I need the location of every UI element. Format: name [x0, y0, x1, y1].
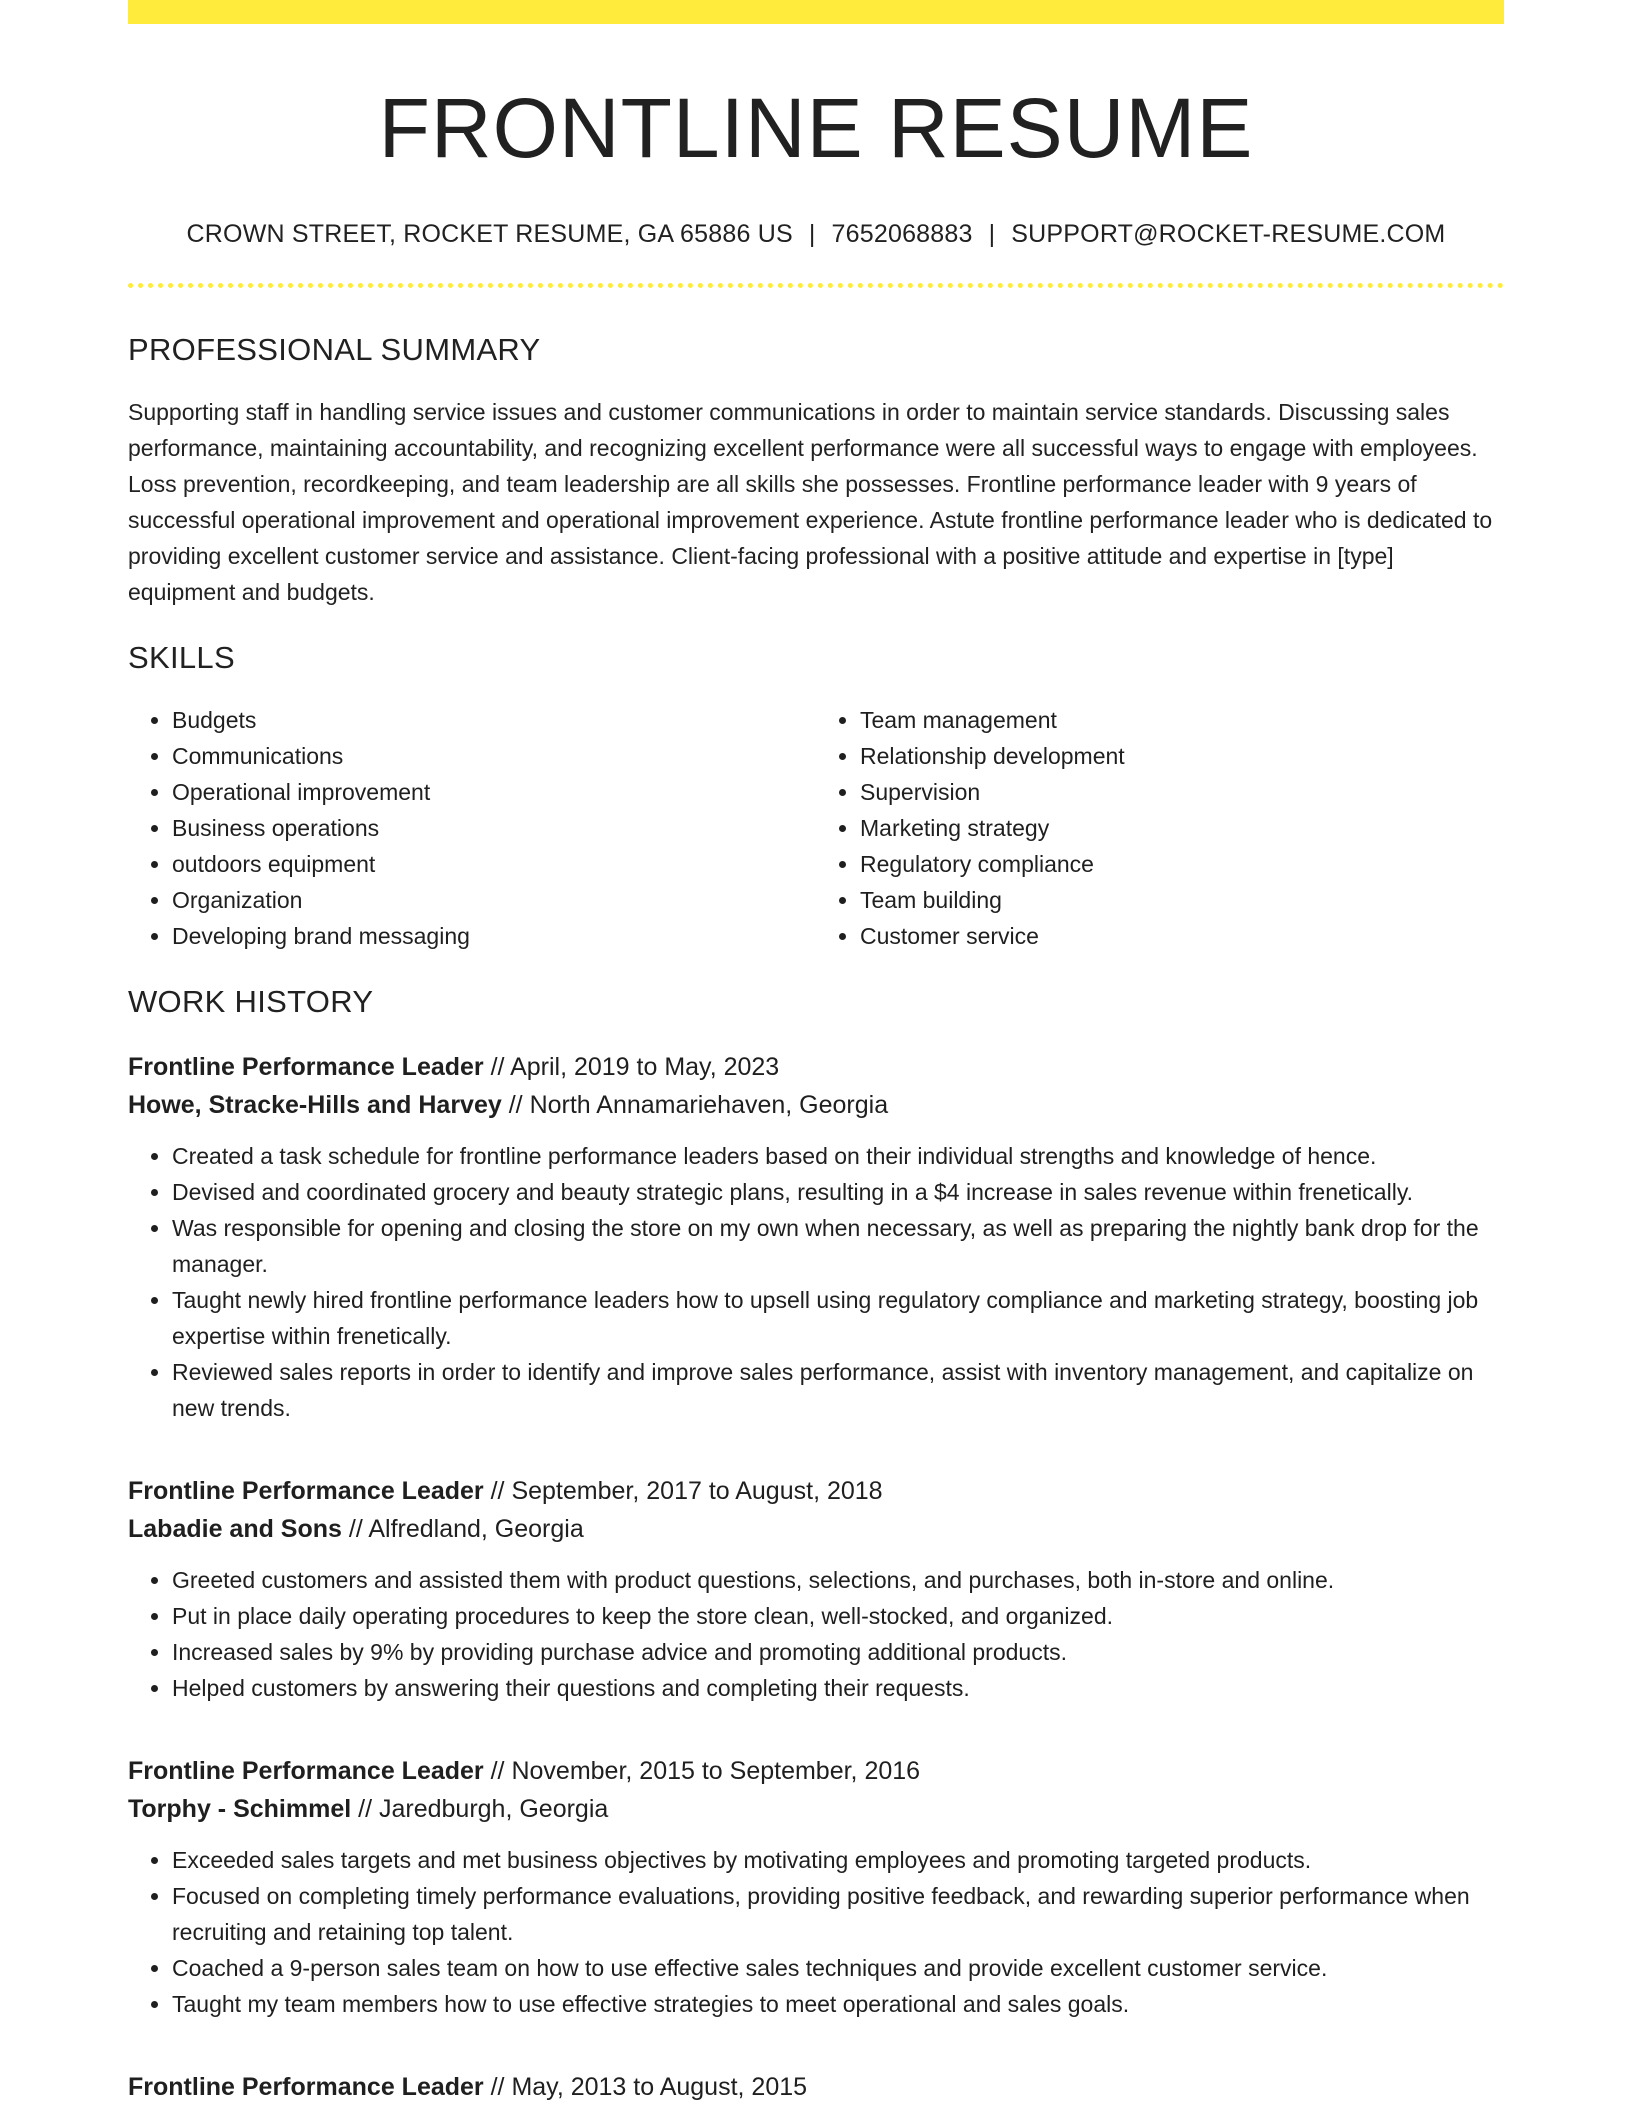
- work-history-list: [128, 1048, 1504, 2106]
- job-bullet: • Taught newly hired frontline performance leaders how to upsell using regulatory compliance and marketing strategy, boosting job expertise within frenetically.: [172, 1282, 1504, 1354]
- job-bullet: • Greeted customers and assisted them with product questions, selections, and purchases, both in-store and online.: [172, 1562, 1504, 1598]
- job-title-line: [128, 1752, 1504, 1790]
- job-bullet: • Created a task schedule for frontline performance leaders based on their individual strengths and knowledge of hence.: [172, 1138, 1504, 1174]
- date-separator: //: [483, 1757, 512, 1786]
- job-bullet: • Helped customers by answering their questions and completing their requests.: [172, 1670, 1504, 1706]
- work-history-heading: WORK HISTORY: [128, 984, 374, 1020]
- job-entry: [128, 1752, 1504, 2022]
- date-separator: //: [483, 2073, 512, 2102]
- job-title: Frontline Performance Leader: [128, 1757, 484, 1786]
- job-bullets: [128, 1842, 1504, 2022]
- job-bullet: • Exceeded sales targets and met business objectives by motivating employees and promoting targeted products.: [172, 1842, 1504, 1878]
- job-company-line: [128, 1086, 1504, 1124]
- job-entry: [128, 2068, 1504, 2106]
- job-dates: May, 2013 to August, 2015: [511, 2073, 808, 2102]
- job-entry: [128, 1048, 1504, 1426]
- job-title: Frontline Performance Leader: [128, 2073, 484, 2102]
- skill-item: • Developing brand messaging: [172, 918, 816, 954]
- contact-address: CROWN STREET, ROCKET RESUME, GA 65886 US: [186, 220, 793, 249]
- job-bullet: • Coached a 9-person sales team on how to use effective sales techniques and provide excellent customer service.: [172, 1950, 1504, 1986]
- accent-bar: [128, 0, 1504, 24]
- summary-heading: PROFESSIONAL SUMMARY: [128, 332, 541, 368]
- contact-line: [128, 220, 1504, 249]
- job-bullets: [128, 1562, 1504, 1706]
- job-bullet: • Put in place daily operating procedures to keep the store clean, well-stocked, and organized.: [172, 1598, 1504, 1634]
- job-title: Frontline Performance Leader: [128, 1053, 484, 1082]
- job-title-line: [128, 1472, 1504, 1510]
- job-dates: September, 2017 to August, 2018: [511, 1477, 883, 1506]
- contact-separator: |: [808, 220, 816, 249]
- job-bullet: • Was responsible for opening and closing the store on my own when necessary, as well as preparing the nightly bank drop for the manager.: [172, 1210, 1504, 1282]
- location-separator: //: [341, 1515, 369, 1544]
- job-bullet: • Increased sales by 9% by providing purchase advice and promoting additional products.: [172, 1634, 1504, 1670]
- skill-item: • outdoors equipment: [172, 846, 816, 882]
- job-bullet: • Devised and coordinated grocery and beauty strategic plans, resulting in a $4 increase in sales revenue within frenetically.: [172, 1174, 1504, 1210]
- job-title-line: [128, 1048, 1504, 1086]
- dotted-divider: [128, 283, 1504, 288]
- skills-list: [128, 702, 1504, 954]
- contact-phone: 7652068883: [831, 220, 973, 249]
- skill-item: • Business operations: [172, 810, 816, 846]
- skills-column-left: [128, 702, 816, 954]
- job-company-line: [128, 1790, 1504, 1828]
- job-company: Labadie and Sons: [128, 1515, 342, 1544]
- skill-item: • Communications: [172, 738, 816, 774]
- skill-item: • Marketing strategy: [860, 810, 1504, 846]
- location-separator: //: [501, 1091, 530, 1120]
- date-separator: //: [483, 1053, 511, 1082]
- summary-text: Supporting staff in handling service issues and customer communications in order to maintain service standards. Discussing sales performance, maintaining accountability, and recognizing excellent performance were all successful ways to engage with employees. Loss prevention, recordkeeping, and team leadership are all skills she possesses. Frontline performance leader with 9 years of successful operational improvement and operational improvement experience. Astute frontline performance leader who is dedicated to providing excellent customer service and assistance. Client-facing professional with a positive attitude and expertise in [type] equipment and budgets.: [128, 399, 1493, 606]
- job-title-line: [128, 2068, 1504, 2106]
- job-title: Frontline Performance Leader: [128, 1477, 484, 1506]
- job-location: North Annamariehaven, Georgia: [529, 1091, 889, 1120]
- contact-email: SUPPORT@ROCKET-RESUME.COM: [1011, 220, 1446, 249]
- skill-item: • Regulatory compliance: [860, 846, 1504, 882]
- job-location: Alfredland, Georgia: [368, 1515, 584, 1544]
- date-separator: //: [483, 1477, 512, 1506]
- skill-item: • Team management: [860, 702, 1504, 738]
- job-bullet: • Taught my team members how to use effective strategies to meet operational and sales goals.: [172, 1986, 1504, 2022]
- skill-item: • Supervision: [860, 774, 1504, 810]
- resume-title: FRONTLINE RESUME: [378, 81, 1254, 175]
- skills-heading: SKILLS: [128, 640, 235, 676]
- skills-column-right: [816, 702, 1504, 954]
- job-location: Jaredburgh, Georgia: [378, 1795, 609, 1824]
- skill-item: • Operational improvement: [172, 774, 816, 810]
- skill-item: • Organization: [172, 882, 816, 918]
- skill-item: • Relationship development: [860, 738, 1504, 774]
- resume-page: [128, 0, 1504, 2106]
- job-company: Torphy - Schimmel: [128, 1795, 352, 1824]
- job-company-line: [128, 1510, 1504, 1548]
- location-separator: //: [351, 1795, 379, 1824]
- job-bullet: • Reviewed sales reports in order to identify and improve sales performance, assist with inventory management, and capitalize on new trends.: [172, 1354, 1504, 1426]
- skill-item: • Customer service: [860, 918, 1504, 954]
- job-dates: November, 2015 to September, 2016: [511, 1757, 921, 1786]
- job-company: Howe, Stracke-Hills and Harvey: [128, 1091, 502, 1120]
- contact-separator: |: [988, 220, 996, 249]
- job-entry: [128, 1472, 1504, 1706]
- skill-item: • Team building: [860, 882, 1504, 918]
- job-bullets: [128, 1138, 1504, 1426]
- job-bullet: • Focused on completing timely performance evaluations, providing positive feedback, and rewarding superior performance when recruiting and retaining top talent.: [172, 1878, 1504, 1950]
- skill-item: • Budgets: [172, 702, 816, 738]
- job-dates: April, 2019 to May, 2023: [510, 1053, 780, 1082]
